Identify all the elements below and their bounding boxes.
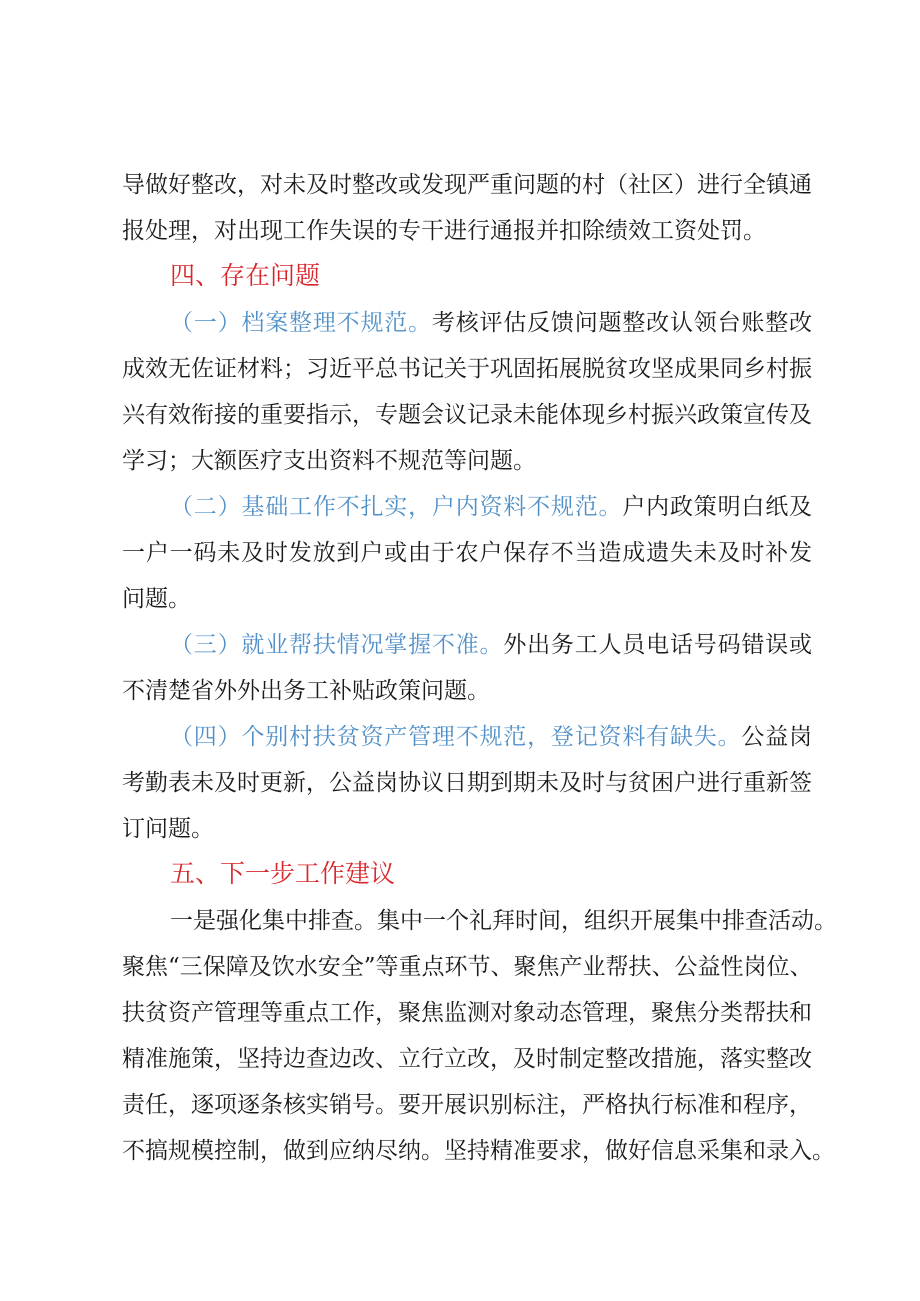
item-2-line-1 <box>170 485 812 529</box>
para-1-line-2: 聚焦“三保障及饮水安全”等重点环节、聚焦产业帮扶、公益性岗位、 <box>122 954 813 980</box>
item-2-title: （二）基础工作不扎实，户内资料不规范。 <box>170 494 623 520</box>
item-1-title: （一）档案整理不规范。 <box>170 310 432 336</box>
item-1-line-1 <box>170 301 812 345</box>
section-5-heading: 五、下一步工作建议 <box>170 859 396 888</box>
para-1-line-6: 不搞规模控制，做到应纳尽纳。坚持精准要求，做好信息采集和录入。 <box>122 1138 835 1164</box>
item-4-line-1 <box>170 715 812 759</box>
intro-line-1: 导做好整改，对未及时整改或发现严重问题的村（社区）进行全镇通 <box>122 172 812 198</box>
item-2-text: 户内政策明白纸及 <box>622 494 813 520</box>
item-1-text: 考核评估反馈问题整改认领台账整改 <box>431 310 813 336</box>
item-4-title: （四）个别村扶贫资产管理不规范，登记资料有缺失。 <box>170 724 742 750</box>
item-1-line-4: 学习；大额医疗支出资料不规范等问题。 <box>122 448 536 474</box>
para-1-line-4: 精准施策，坚持边查边改、立行立改，及时制定整改措施，落实整改 <box>122 1046 812 1072</box>
item-4-line-2: 考勤表未及时更新，公益岗协议日期到期未及时与贫困户进行重新签 <box>122 770 812 796</box>
item-3-title: （三）就业帮扶情况掌握不准。 <box>170 632 504 658</box>
intro-line-2: 报处理，对出现工作失误的专干进行通报并扣除绩效工资处罚。 <box>122 218 766 244</box>
item-3-line-2: 不清楚省外外出务工补贴政策问题。 <box>122 678 490 704</box>
item-4-text: 公益岗 <box>741 724 813 750</box>
item-2-line-2: 一户一码未及时发放到户或由于农户保存不当造成遗失未及时补发 <box>122 540 812 566</box>
item-1-line-2: 成效无佐证材料；习近平总书记关于巩固拓展脱贫攻坚成果同乡村振 <box>122 356 812 382</box>
para-1-line-1: 一是强化集中排查。集中一个礼拜时间，组织开展集中排查活动。 <box>170 908 837 934</box>
section-4-heading: 四、存在问题 <box>170 261 321 290</box>
item-3-text: 外出务工人员电话号码错误或 <box>503 632 813 658</box>
para-1-line-5: 责任，逐项逐条核实销号。要开展识别标注，严格执行标准和程序， <box>122 1092 812 1118</box>
item-4-line-3: 订问题。 <box>122 816 214 842</box>
item-3-line-1 <box>170 623 812 667</box>
item-2-line-3: 问题。 <box>122 586 191 612</box>
item-1-line-3: 兴有效衔接的重要指示，专题会议记录未能体现乡村振兴政策宣传及 <box>122 402 812 428</box>
para-1-line-3: 扶贫资产管理等重点工作，聚焦监测对象动态管理，聚焦分类帮扶和 <box>122 1000 812 1026</box>
